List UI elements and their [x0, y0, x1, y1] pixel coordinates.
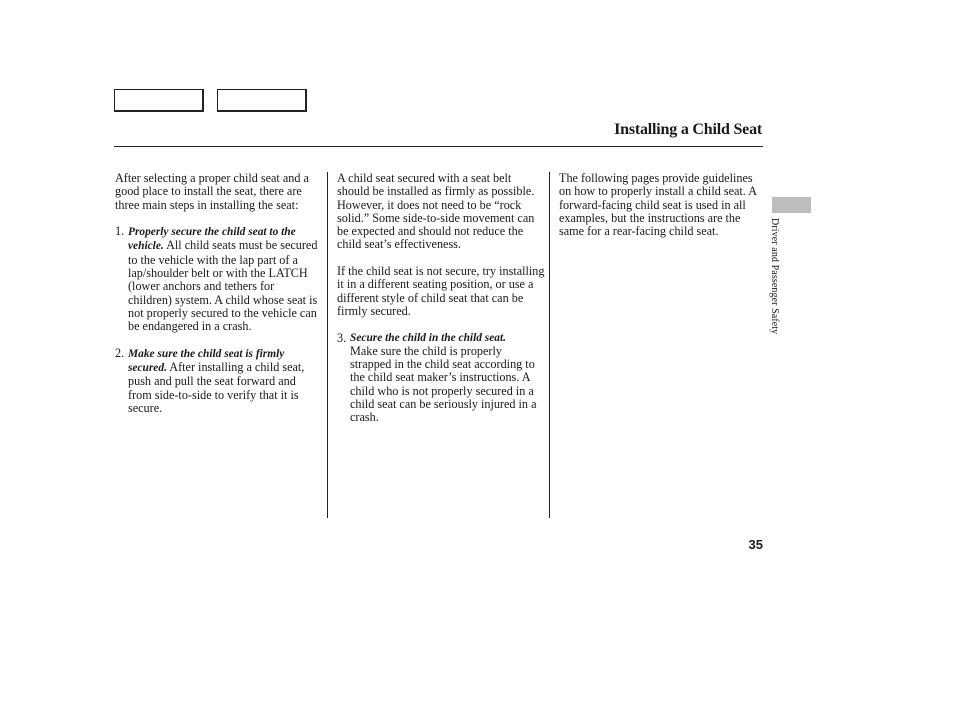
column-divider: [327, 172, 328, 518]
step-heading: Make sure the child seat is firmly secured.: [128, 347, 285, 375]
column-divider: [549, 172, 550, 518]
header-rule: [114, 146, 763, 147]
step-body: Make sure the child is properly strapped in the child seat according to the child seat maker’s instructions. A child who is not properly secured in a child seat can be seriously injured in a crash.: [350, 343, 537, 425]
intro-paragraph: After selecting a proper child seat and a good place to install the seat, there are three main steps in installing the seat:: [115, 171, 309, 212]
section-tab-label: Driver and Passenger Safety: [769, 218, 780, 335]
paragraph: The following pages provide guidelines on how to properly install a child seat. A forward-facing child seat is used in all examples, but the instructions are the same for a rear-facing child seat.: [559, 171, 757, 239]
step-2: [115, 347, 320, 415]
step-heading: Secure the child in the child seat.: [350, 331, 506, 344]
page-title: Installing a Child Seat: [614, 121, 762, 138]
paragraph: A child seat secured with a seat belt should be installed as firmly as possible. However, it does not need to be “rock solid.” Some side-to-side movement can be expected and should not reduce the child seat’s effectiveness.: [337, 171, 535, 252]
column-3: [559, 172, 759, 252]
step-number: 2.: [115, 345, 125, 360]
step-heading: Properly secure the child seat to the vehicle.: [128, 226, 296, 253]
page-number: 35: [748, 537, 763, 552]
table-of-contents-button[interactable]: [217, 89, 307, 112]
step-body: After installing a child seat, push and pull the seat forward and from side-to-side to verify that it is secure.: [128, 360, 305, 416]
step-number: 1.: [115, 224, 125, 239]
step-3: [337, 332, 545, 425]
section-tab[interactable]: [772, 197, 811, 213]
step-body: All child seats must be secured to the vehicle with the lap part of a lap/shoulder belt or with the LATCH (lower anchors and tethers for children) system. A child whose seat is not properly secured to the vehicle can be endangered in a crash.: [128, 238, 318, 334]
column-1: [115, 172, 320, 429]
paragraph: If the child seat is not secure, try installing it in a different seating position, or use a different style of child seat that can be firmly secured.: [337, 264, 545, 318]
step-1: [115, 225, 320, 333]
step-number: 3.: [337, 330, 347, 345]
main-menu-button[interactable]: [114, 89, 204, 112]
column-2: [337, 172, 545, 438]
